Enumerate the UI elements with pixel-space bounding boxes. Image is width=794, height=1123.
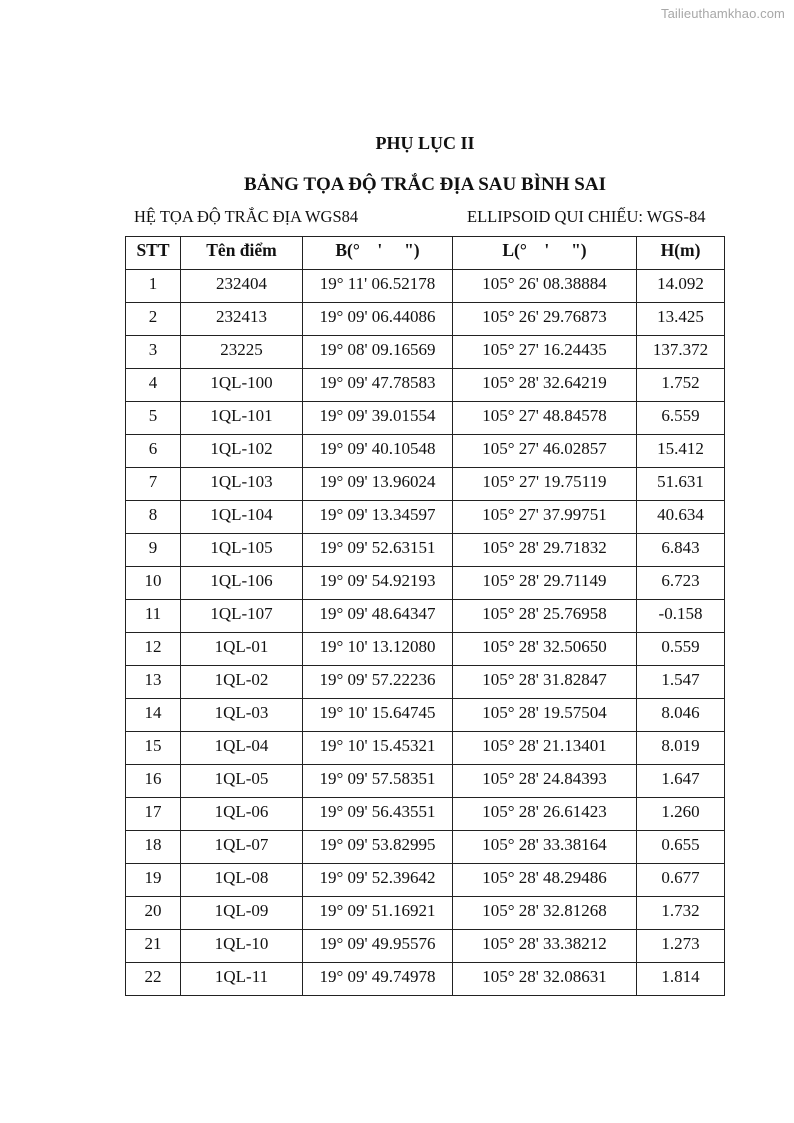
table-row xyxy=(126,402,725,435)
cell-height: 8.019 xyxy=(637,732,725,765)
cell-point-name: 1QL-05 xyxy=(181,765,303,798)
cell-point-name: 1QL-04 xyxy=(181,732,303,765)
cell-latitude: 19° 09' 57.22236 xyxy=(303,666,453,699)
cell-height: 6.559 xyxy=(637,402,725,435)
cell-longitude: 105° 28' 26.61423 xyxy=(453,798,637,831)
cell-latitude: 19° 11' 06.52178 xyxy=(303,270,453,303)
cell-point-name: 1QL-03 xyxy=(181,699,303,732)
watermark: Tailieuthamkhao.com xyxy=(660,6,785,21)
cell-point-name: 1QL-06 xyxy=(181,798,303,831)
cell-longitude: 105° 28' 29.71832 xyxy=(453,534,637,567)
cell-stt: 6 xyxy=(126,435,181,468)
cell-stt: 19 xyxy=(126,864,181,897)
reference-ellipsoid-label: ELLIPSOID QUI CHIẾU: WGS-84 xyxy=(467,207,706,226)
cell-height: 1.273 xyxy=(637,930,725,963)
cell-stt: 22 xyxy=(126,963,181,996)
cell-latitude: 19° 09' 57.58351 xyxy=(303,765,453,798)
cell-latitude: 19° 09' 13.96024 xyxy=(303,468,453,501)
cell-stt: 11 xyxy=(126,600,181,633)
cell-point-name: 1QL-11 xyxy=(181,963,303,996)
table-row xyxy=(126,666,725,699)
cell-stt: 13 xyxy=(126,666,181,699)
cell-point-name: 1QL-100 xyxy=(181,369,303,402)
cell-height: 15.412 xyxy=(637,435,725,468)
cell-longitude: 105° 28' 19.57504 xyxy=(453,699,637,732)
table-row xyxy=(126,831,725,864)
cell-height: 1.547 xyxy=(637,666,725,699)
cell-stt: 10 xyxy=(126,567,181,600)
cell-point-name: 1QL-08 xyxy=(181,864,303,897)
cell-stt: 17 xyxy=(126,798,181,831)
cell-longitude: 105° 28' 29.71149 xyxy=(453,567,637,600)
table-row xyxy=(126,798,725,831)
cell-latitude: 19° 09' 40.10548 xyxy=(303,435,453,468)
table-row xyxy=(126,534,725,567)
cell-stt: 5 xyxy=(126,402,181,435)
cell-height: 6.843 xyxy=(637,534,725,567)
table-row xyxy=(126,765,725,798)
cell-latitude: 19° 09' 49.95576 xyxy=(303,930,453,963)
cell-latitude: 19° 08' 09.16569 xyxy=(303,336,453,369)
cell-stt: 2 xyxy=(126,303,181,336)
cell-longitude: 105° 28' 32.81268 xyxy=(453,897,637,930)
cell-point-name: 1QL-101 xyxy=(181,402,303,435)
cell-height: 0.655 xyxy=(637,831,725,864)
table-row xyxy=(126,468,725,501)
table-row xyxy=(126,732,725,765)
table-row xyxy=(126,567,725,600)
cell-stt: 1 xyxy=(126,270,181,303)
cell-height: 137.372 xyxy=(637,336,725,369)
cell-height: 8.046 xyxy=(637,699,725,732)
cell-longitude: 105° 26' 29.76873 xyxy=(453,303,637,336)
cell-point-name: 23225 xyxy=(181,336,303,369)
header-point-name: Tên điểm xyxy=(181,237,303,270)
table-row xyxy=(126,303,725,336)
table-row xyxy=(126,270,725,303)
table-row xyxy=(126,336,725,369)
cell-stt: 16 xyxy=(126,765,181,798)
cell-latitude: 19° 09' 49.74978 xyxy=(303,963,453,996)
cell-point-name: 232413 xyxy=(181,303,303,336)
table-row xyxy=(126,435,725,468)
cell-point-name: 1QL-107 xyxy=(181,600,303,633)
cell-stt: 3 xyxy=(126,336,181,369)
cell-longitude: 105° 26' 08.38884 xyxy=(453,270,637,303)
cell-height: 1.647 xyxy=(637,765,725,798)
table-row xyxy=(126,369,725,402)
cell-height: 51.631 xyxy=(637,468,725,501)
cell-latitude: 19° 10' 13.12080 xyxy=(303,633,453,666)
header-longitude: L(° ' ") xyxy=(453,237,637,270)
table-title: BẢNG TỌA ĐỘ TRẮC ĐỊA SAU BÌNH SAI xyxy=(244,174,606,195)
cell-point-name: 1QL-02 xyxy=(181,666,303,699)
cell-stt: 4 xyxy=(126,369,181,402)
cell-latitude: 19° 09' 56.43551 xyxy=(303,798,453,831)
cell-point-name: 1QL-103 xyxy=(181,468,303,501)
cell-longitude: 105° 28' 25.76958 xyxy=(453,600,637,633)
table-row xyxy=(126,864,725,897)
table-row xyxy=(126,699,725,732)
cell-height: 1.260 xyxy=(637,798,725,831)
cell-latitude: 19° 09' 47.78583 xyxy=(303,369,453,402)
coordinates-table xyxy=(125,236,725,996)
cell-latitude: 19° 09' 39.01554 xyxy=(303,402,453,435)
cell-latitude: 19° 09' 51.16921 xyxy=(303,897,453,930)
cell-stt: 20 xyxy=(126,897,181,930)
cell-height: 6.723 xyxy=(637,567,725,600)
cell-point-name: 1QL-102 xyxy=(181,435,303,468)
cell-stt: 14 xyxy=(126,699,181,732)
cell-latitude: 19° 09' 52.63151 xyxy=(303,534,453,567)
cell-point-name: 1QL-10 xyxy=(181,930,303,963)
cell-stt: 8 xyxy=(126,501,181,534)
cell-longitude: 105° 27' 37.99751 xyxy=(453,501,637,534)
cell-point-name: 1QL-09 xyxy=(181,897,303,930)
cell-height: 40.634 xyxy=(637,501,725,534)
cell-stt: 15 xyxy=(126,732,181,765)
cell-height: 0.677 xyxy=(637,864,725,897)
cell-longitude: 105° 28' 21.13401 xyxy=(453,732,637,765)
cell-height: 13.425 xyxy=(637,303,725,336)
cell-stt: 18 xyxy=(126,831,181,864)
cell-longitude: 105° 28' 24.84393 xyxy=(453,765,637,798)
cell-height: 1.732 xyxy=(637,897,725,930)
cell-longitude: 105° 27' 16.24435 xyxy=(453,336,637,369)
table-row xyxy=(126,897,725,930)
cell-latitude: 19° 09' 53.82995 xyxy=(303,831,453,864)
cell-height: 14.092 xyxy=(637,270,725,303)
header-stt: STT xyxy=(126,237,181,270)
cell-longitude: 105° 27' 46.02857 xyxy=(453,435,637,468)
appendix-title: PHỤ LỤC II xyxy=(375,133,475,153)
table-row xyxy=(126,963,725,996)
cell-point-name: 1QL-07 xyxy=(181,831,303,864)
cell-longitude: 105° 28' 32.08631 xyxy=(453,963,637,996)
cell-point-name: 1QL-104 xyxy=(181,501,303,534)
table-row xyxy=(126,501,725,534)
cell-latitude: 19° 09' 13.34597 xyxy=(303,501,453,534)
cell-longitude: 105° 28' 32.64219 xyxy=(453,369,637,402)
cell-point-name: 232404 xyxy=(181,270,303,303)
cell-point-name: 1QL-105 xyxy=(181,534,303,567)
cell-longitude: 105° 28' 31.82847 xyxy=(453,666,637,699)
cell-longitude: 105° 28' 48.29486 xyxy=(453,864,637,897)
cell-stt: 9 xyxy=(126,534,181,567)
cell-longitude: 105° 28' 33.38212 xyxy=(453,930,637,963)
cell-latitude: 19° 09' 54.92193 xyxy=(303,567,453,600)
cell-longitude: 105° 27' 48.84578 xyxy=(453,402,637,435)
cell-point-name: 1QL-01 xyxy=(181,633,303,666)
header-latitude: B(° ' ") xyxy=(303,237,453,270)
cell-height: -0.158 xyxy=(637,600,725,633)
cell-stt: 21 xyxy=(126,930,181,963)
cell-latitude: 19° 10' 15.64745 xyxy=(303,699,453,732)
table-row xyxy=(126,633,725,666)
cell-longitude: 105° 27' 19.75119 xyxy=(453,468,637,501)
cell-longitude: 105° 28' 32.50650 xyxy=(453,633,637,666)
cell-height: 0.559 xyxy=(637,633,725,666)
table-body xyxy=(126,270,725,996)
cell-latitude: 19° 09' 52.39642 xyxy=(303,864,453,897)
table-row xyxy=(126,930,725,963)
table-header-row xyxy=(126,237,725,270)
cell-height: 1.752 xyxy=(637,369,725,402)
table-row xyxy=(126,600,725,633)
cell-latitude: 19° 10' 15.45321 xyxy=(303,732,453,765)
cell-stt: 12 xyxy=(126,633,181,666)
cell-latitude: 19° 09' 06.44086 xyxy=(303,303,453,336)
coordinate-system-label: HỆ TỌA ĐỘ TRẮC ĐỊA WGS84 xyxy=(134,207,359,226)
cell-height: 1.814 xyxy=(637,963,725,996)
cell-stt: 7 xyxy=(126,468,181,501)
header-height: H(m) xyxy=(637,237,725,270)
cell-longitude: 105° 28' 33.38164 xyxy=(453,831,637,864)
cell-latitude: 19° 09' 48.64347 xyxy=(303,600,453,633)
cell-point-name: 1QL-106 xyxy=(181,567,303,600)
